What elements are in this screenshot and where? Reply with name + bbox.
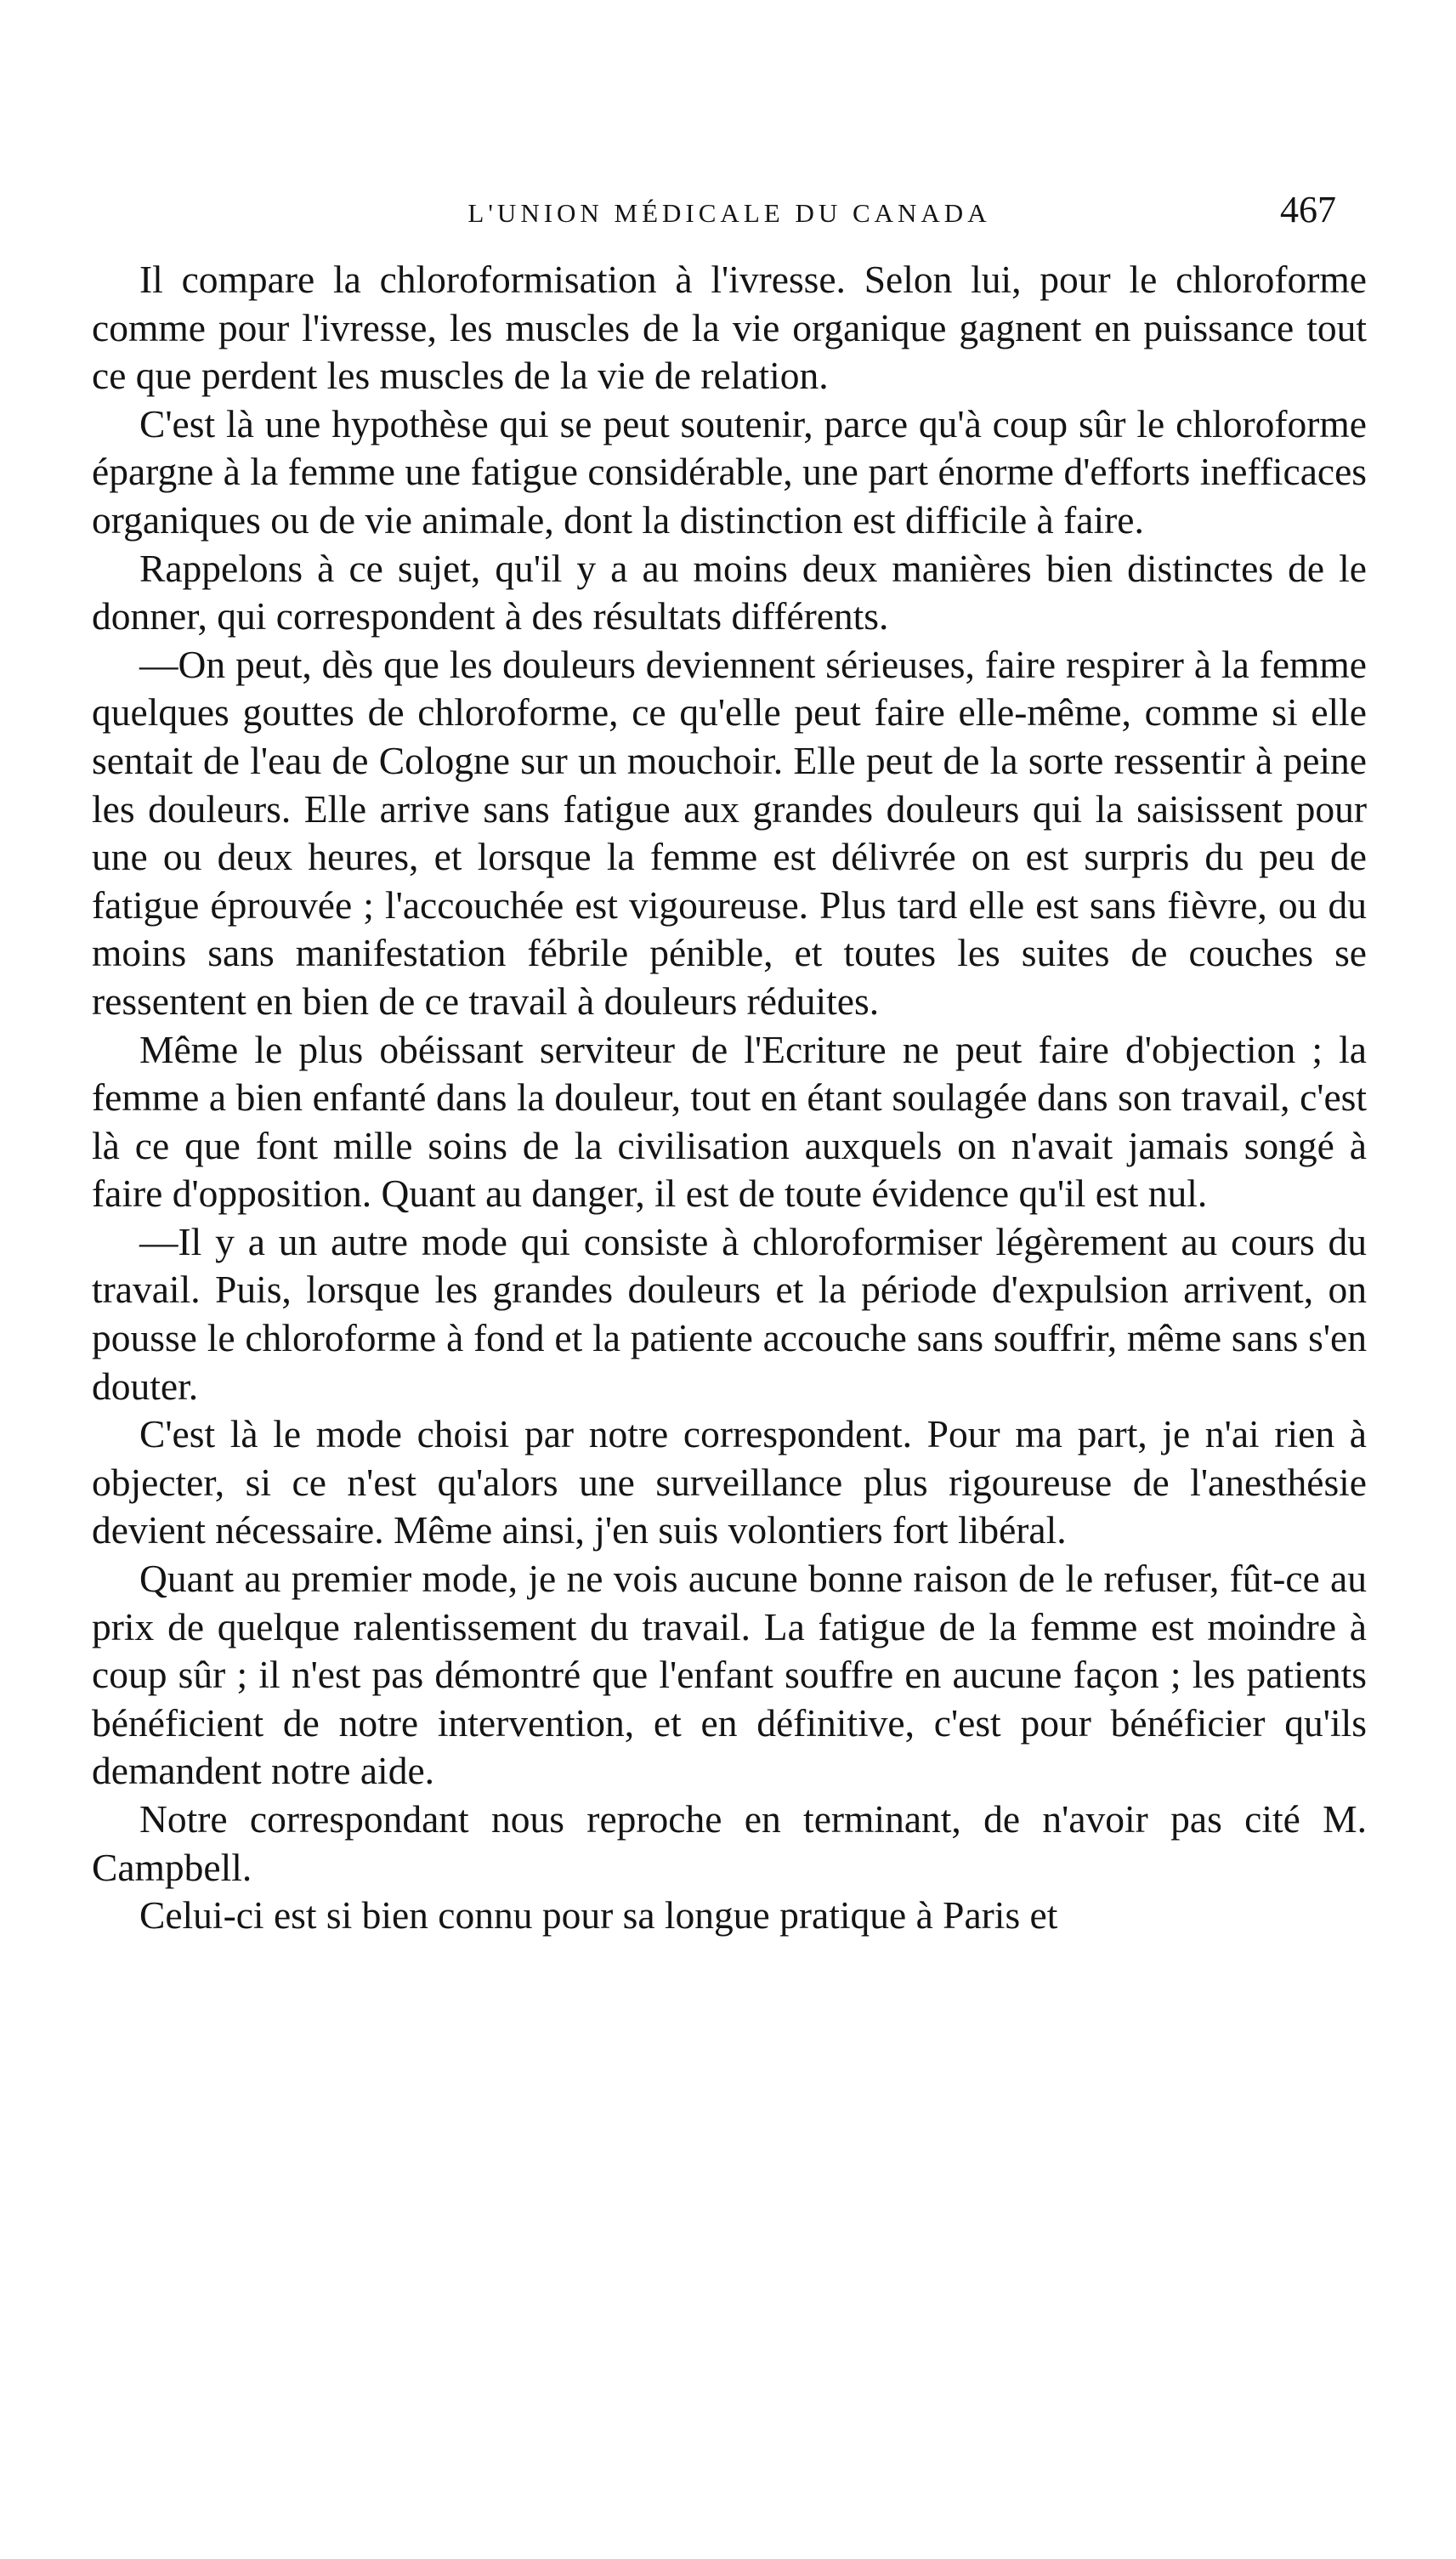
paragraph: Rappelons à ce sujet, qu'il y a au moins deux manières bien distinctes de le donner, qui correspondent à des résultats différents. [92, 546, 1367, 638]
document-page [92, 183, 1367, 1940]
paragraph: Celui-ci est si bien connu pour sa longue pratique à Paris et [139, 1893, 1058, 1938]
paragraph: Notre correspondant nous reproche en terminant, de n'avoir pas cité M. Campbell. [92, 1797, 1367, 1889]
paragraph: C'est là une hypothèse qui se peut soutenir, parce qu'à coup sûr le chloroforme épargne à la femme une fatigue considérable, une part énorme d'efforts inefficaces organiques ou de vie animale, dont la distinction est difficile à faire. [92, 401, 1367, 542]
paragraph: —Il y a un autre mode qui consiste à chloroformiser légèrement au cours du travail. Puis, lorsque les grandes douleurs et la période d'expulsion arrivent, on pousse le chloroforme à fond et la patiente accouche sans souffrir, même sans s'en douter. [92, 1219, 1367, 1408]
page-header [92, 183, 1367, 234]
paragraph: —On peut, dès que les douleurs deviennent sérieuses, faire respirer à la femme quelques gouttes de chloroforme, ce qu'elle peut faire elle-même, comme si elle sentait de l'eau de Cologne sur un mouchoir. Elle peut de la sorte ressentir à peine les douleurs. Elle arrive sans fatigue aux grandes douleurs qui la saisissent pour une ou deux heures, et lorsque la femme est délivrée on est surpris du peu de fatigue éprouvée ; l'accouchée est vigoureuse. Plus tard elle est sans fièvre, ou du moins sans manifestation fébrile pénible, et toutes les suites de couches se ressentent en bien de ce travail à douleurs réduites. [92, 642, 1367, 1023]
paragraph: C'est là le mode choisi par notre correspondent. Pour ma part, je n'ai rien à objecter, si ce n'est qu'alors une surveillance plus rigoureuse de l'anesthésie devient nécessaire. Même ainsi, j'en suis volontiers fort libéral. [92, 1412, 1367, 1552]
paragraph: Même le plus obéissant serviteur de l'Ecriture ne peut faire d'objection ; la femme a bien enfanté dans la douleur, tout en étant soulagée dans son travail, c'est là ce que font mille soins de la civilisation auxquels on n'avait jamais songé à faire d'opposition. Quant au danger, il est de toute évidence qu'il est nul. [92, 1027, 1367, 1216]
running-title: L'UNION MÉDICALE DU CANADA [467, 198, 991, 228]
body-text [92, 256, 1367, 1940]
paragraph: Quant au premier mode, je ne vois aucune bonne raison de le refuser, fût-ce au prix de quelque ralentissement du travail. La fatigue de la femme est moindre à coup sûr ; il n'est pas démontré que l'enfant souffre en aucune façon ; les patients bénéficient de notre intervention, et en définitive, c'est pour bénéficier qu'ils demandent notre aide. [92, 1557, 1367, 1793]
page-number: 467 [1280, 189, 1336, 230]
paragraph: Il compare la chloroformisation à l'ivresse. Selon lui, pour le chloroforme comme pour l'ivresse, les muscles de la vie organique gagnent en puissance tout ce que perdent les muscles de la vie de relation. [92, 258, 1367, 398]
